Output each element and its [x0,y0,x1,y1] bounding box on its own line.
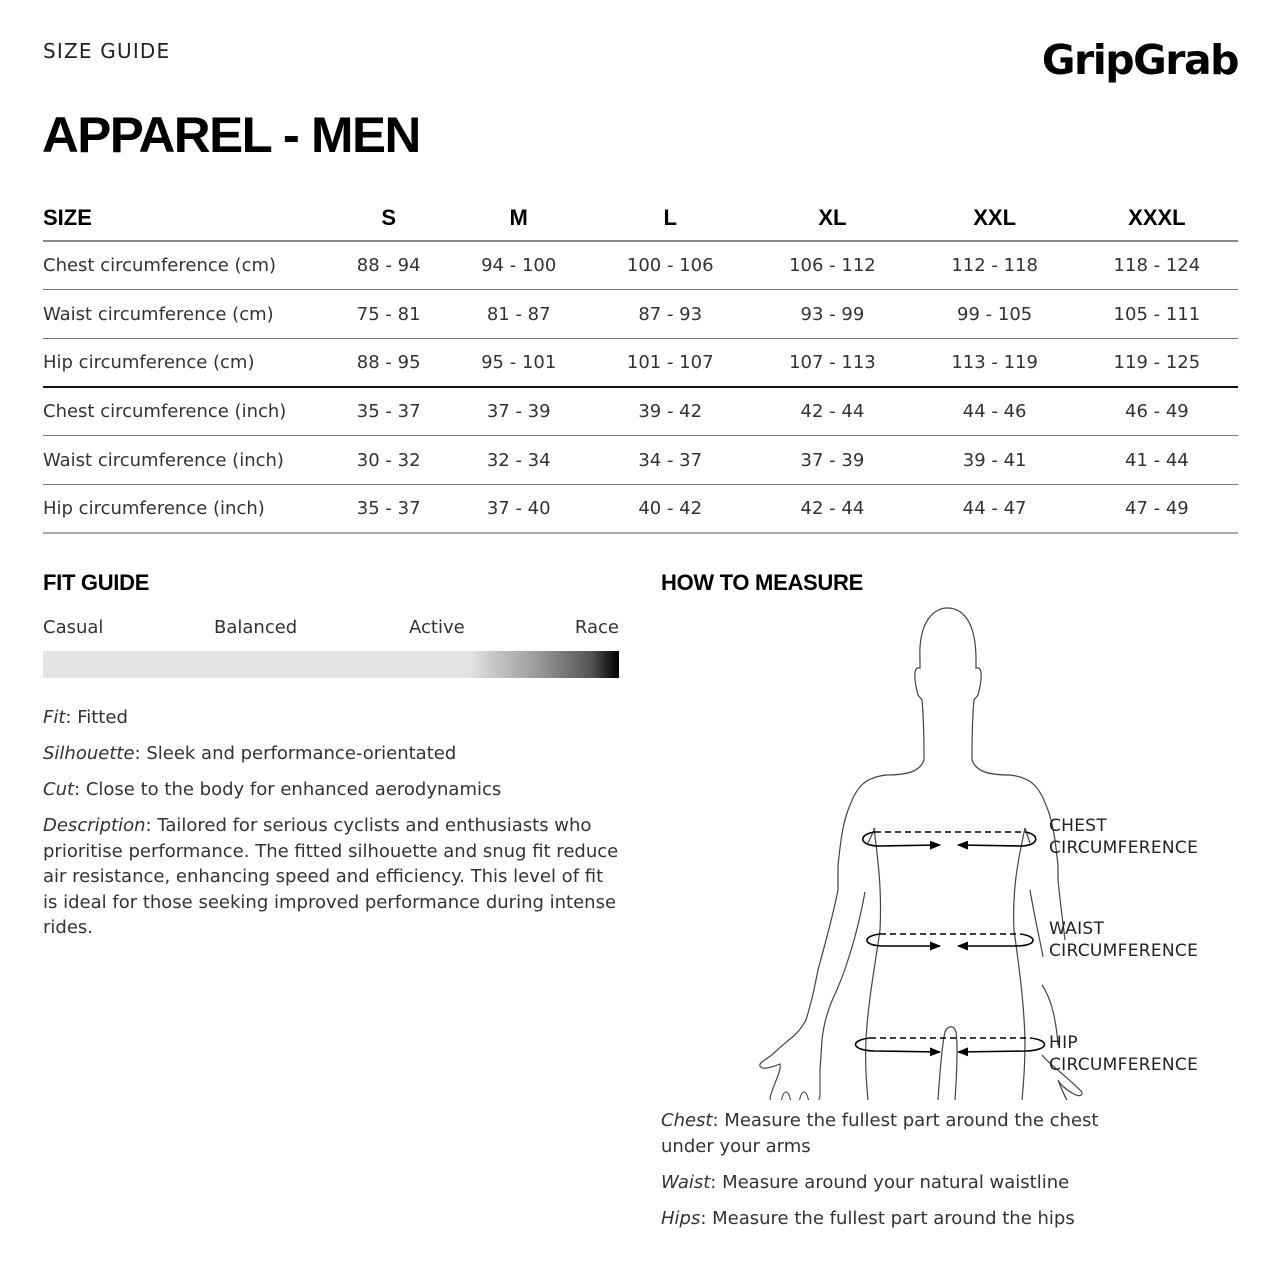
fit-label-race: Race [574,617,619,638]
table-row-chest-inch [43,387,1238,436]
fit-detail-fit: Fit: Fitted [43,707,128,728]
fit-detail-cut: Cut: Close to the body for enhanced aerodynamics [43,779,502,800]
hip-circumference-label: HIP CIRCUMFERENCE [1049,1033,1199,1075]
measure-detail-waist: Waist: Measure around your natural waistline [661,1171,1070,1193]
table-cell: 35 - 37 [356,498,421,520]
fit-label-casual: Casual [43,617,104,638]
fit-scale-labels [43,617,619,641]
fit-label-active: Active [409,617,465,638]
table-cell: 93 - 99 [800,303,865,325]
row-label: Hip circumference (inch) [43,498,265,520]
waist-measure-ring [867,934,1033,946]
table-cell: 44 - 46 [962,401,1027,423]
fit-gradient-bar [43,651,619,678]
table-cell: 75 - 81 [356,303,421,325]
table-cell: 94 - 100 [481,255,557,277]
table-cell: 88 - 94 [356,255,421,277]
size-column-m: M [509,205,528,230]
size-header-label: SIZE [43,205,92,230]
size-table [43,196,1238,534]
table-cell: 99 - 105 [957,303,1033,325]
fit-detail-description: Description: Tailored for serious cyclists and enthusiasts who prioritise performance. The fitted silhouette and snug fit reduce air resistance, enhancing speed and efficiency. This level of fit is ideal for those seeking improved performance during intense rides. [43,815,619,938]
waist-circumference-label: WAIST CIRCUMFERENCE [1049,919,1199,961]
size-column-s: S [381,205,396,230]
chest-circumference-label: CHEST CIRCUMFERENCE [1049,816,1199,858]
table-cell: 39 - 41 [962,449,1027,471]
table-cell: 39 - 42 [638,401,703,423]
table-cell: 35 - 37 [356,401,421,423]
table-row-waist-inch [43,436,1238,485]
table-cell: 41 - 44 [1125,449,1189,471]
table-cell: 106 - 112 [789,255,876,277]
page-title: APPAREL - MEN [42,107,420,163]
fit-detail-silhouette: Silhouette: Sleek and performance-orientated [43,743,457,764]
size-column-xxl: XXL [973,205,1017,230]
table-cell: 87 - 93 [638,303,703,325]
table-cell: 105 - 111 [1113,303,1201,325]
table-row-hip-inch [43,484,1238,533]
table-cell: 37 - 39 [486,401,551,423]
table-cell: 107 - 113 [789,351,876,373]
table-row-waist-cm [43,290,1238,339]
measure-detail-hips: Hips: Measure the fullest part around the hips [661,1207,1075,1229]
fit-label-balanced: Balanced [214,617,298,638]
table-cell: 30 - 32 [356,449,421,471]
table-cell: 34 - 37 [638,449,703,471]
row-label: Chest circumference (cm) [43,255,277,277]
table-row-hip-cm [43,338,1238,387]
table-cell: 42 - 44 [800,498,865,520]
size-guide-eyebrow: SIZE GUIDE [43,39,171,63]
size-column-xl: XL [818,205,847,230]
table-cell: 47 - 49 [1125,498,1189,520]
table-row-chest-cm [43,241,1238,290]
table-cell: 95 - 101 [481,351,557,373]
row-label: Chest circumference (inch) [43,401,287,423]
table-cell: 32 - 34 [486,449,551,471]
table-cell: 101 - 107 [626,351,714,373]
size-column-l: L [663,205,677,230]
size-header-row [43,196,1238,241]
how-to-measure-heading: HOW TO MEASURE [661,570,863,595]
table-cell: 100 - 106 [626,255,714,277]
size-column-xxxl: XXXL [1128,205,1186,230]
row-label: Hip circumference (cm) [43,351,255,373]
measure-detail-chest: Chest: Measure the fullest part around the chest under your arms [661,1110,1099,1157]
table-cell: 81 - 87 [486,303,551,325]
table-cell: 119 - 125 [1113,351,1201,373]
table-cell: 113 - 119 [951,351,1038,373]
row-label: Waist circumference (inch) [43,449,284,471]
table-cell: 112 - 118 [951,255,1038,277]
fit-guide-heading: FIT GUIDE [43,570,150,595]
table-cell: 40 - 42 [638,498,703,520]
table-cell: 42 - 44 [800,401,865,423]
measure-details [661,1108,1131,1242]
table-cell: 118 - 124 [1113,255,1201,277]
fit-details [43,705,623,951]
table-cell: 37 - 39 [800,449,865,471]
chest-measure-ring [863,832,1036,846]
table-cell: 88 - 95 [356,351,421,373]
row-label: Waist circumference (cm) [43,303,274,325]
gripgrab-logo: GripGrab [1041,36,1238,84]
hip-measure-ring [855,1038,1044,1052]
table-cell: 37 - 40 [486,498,551,520]
table-cell: 46 - 49 [1125,401,1189,423]
table-cell: 44 - 47 [962,498,1027,520]
